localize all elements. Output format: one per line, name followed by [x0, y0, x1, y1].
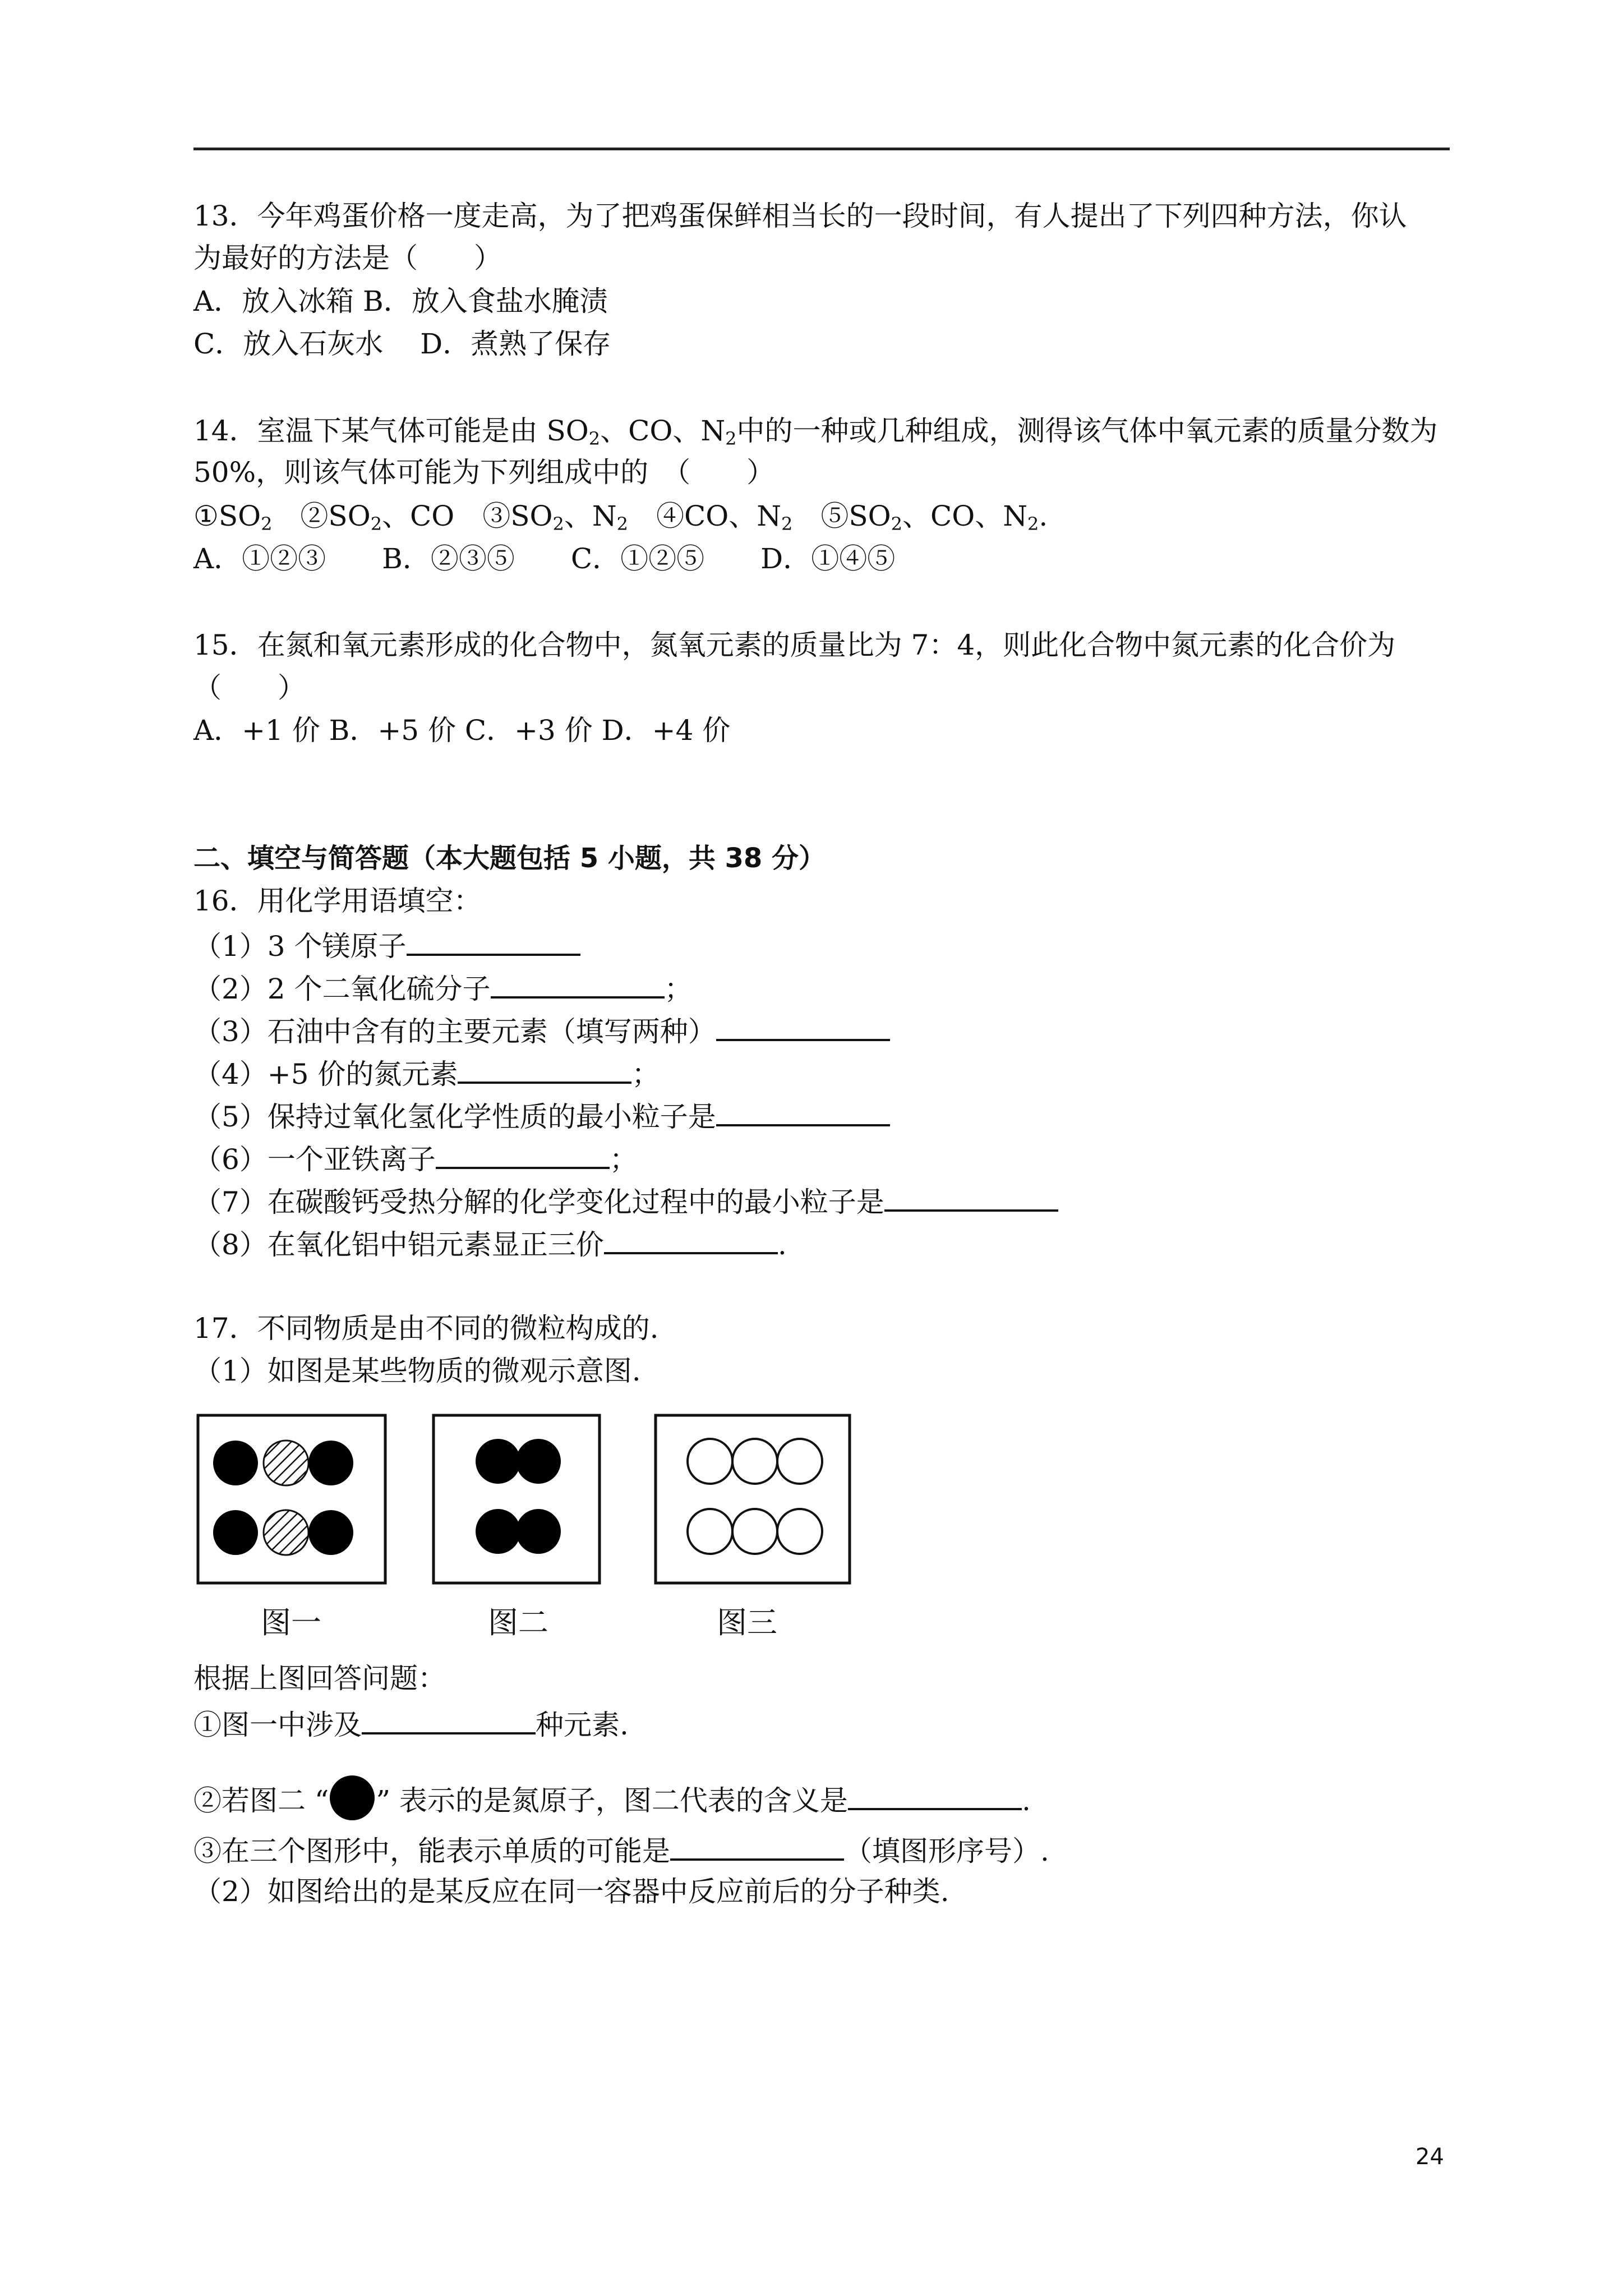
answer-blank [848, 1781, 1022, 1810]
q14-line2: 50%，则该气体可能为下列组成中的 （ ） [193, 456, 775, 489]
q14-line1: 14．室温下某气体可能是由 $SO_2$、CO、$N_2$中的一种或几种组成，测得该气体中氧元素的质量分数为 [193, 415, 1438, 449]
q17-answer-1: ①图一中涉及 种元素. [193, 1705, 629, 1742]
answer-blank [436, 1140, 610, 1169]
black-atom-icon [329, 1775, 376, 1823]
q17-answer-3: ③在三个图形中，能表示单质的可能是 （填图形序号）. [193, 1832, 1049, 1868]
q17-part1: （1）如图是某些物质的微观示意图. [193, 1355, 641, 1387]
q13-line1: 13．今年鸡蛋价格一度走高，为了把鸡蛋保鲜相当长的一段时间，有人提出了下列四种方法，你认 [193, 200, 1407, 232]
q17-ask: 根据上图回答问题： [193, 1662, 446, 1695]
figure-three-caption: 图三 [717, 1605, 777, 1640]
page-number: 24 [1415, 2144, 1444, 2170]
answer-blank [716, 1012, 890, 1041]
q16-item-1: （1）3 个镁原子 [193, 927, 580, 963]
answer-blank [716, 1097, 890, 1126]
q16-title: 16．用化学用语填空： [193, 885, 482, 917]
q16-item-7: （7）在碳酸钙受热分解的化学变化过程中的最小粒子是 [193, 1182, 1058, 1219]
q16-item-4: （4）+5 价的氮元素 ； [193, 1055, 660, 1091]
q15-options: A．+1 价 B．+5 价 C．+3 价 D．+4 价 [193, 714, 731, 747]
q13-options-cd: C．放入石灰水 D．煮熟了保存 [193, 328, 611, 360]
figure-two [432, 1414, 601, 1585]
q16-item-8: （8）在氧化铝中铝元素显正三价 . [193, 1225, 787, 1262]
q13-line2: 为最好的方法是（ ） [193, 242, 502, 274]
figure-one-caption: 图一 [261, 1605, 321, 1640]
header-rule [193, 148, 1450, 150]
q17-title: 17．不同物质是由不同的微粒构成的. [193, 1312, 659, 1345]
answer-blank [491, 969, 665, 999]
figure-one [196, 1414, 387, 1585]
q17-answer-2: ②若图二 “ ” 表示的是氮原子，图二代表的含义是 . [193, 1775, 1031, 1823]
q16-item-5: （5）保持过氧化氢化学性质的最小粒子是 [193, 1097, 890, 1134]
q16-item-2: （2）2 个二氧化硫分子 ； [193, 969, 693, 1006]
section-heading: 二、填空与简答题（本大题包括 5 小题，共 38 分） [193, 843, 826, 874]
q15-line2: （ ） [193, 671, 306, 704]
answer-blank [670, 1832, 844, 1861]
answer-blank [407, 927, 580, 956]
q14-compositions: $①SO_2$ $②SO_2$、CO $③SO_2$、$N_2$ ④CO、$N_2$ $⑤SO_2$、CO、$N_2$. [193, 500, 1048, 535]
answer-blank [884, 1182, 1058, 1212]
figure-three [654, 1414, 851, 1585]
q17-part2: （2）如图给出的是某反应在同一容器中反应前后的分子种类. [193, 1875, 949, 1908]
answer-blank [604, 1225, 778, 1254]
q13-options-ab: A．放入冰箱 B．放入食盐水腌渍 [193, 285, 608, 318]
answer-blank [458, 1055, 631, 1084]
figure-two-caption: 图二 [488, 1605, 548, 1640]
q14-options: A．①②③ B．②③⑤ C．①②⑤ D．①④⑤ [193, 542, 896, 575]
q16-item-6: （6）一个亚铁离子 ； [193, 1140, 638, 1176]
answer-blank [362, 1705, 536, 1734]
q16-item-3: （3）石油中含有的主要元素（填写两种） [193, 1012, 890, 1048]
q15-line1: 15．在氮和氧元素形成的化合物中，氮氧元素的质量比为 7：4，则此化合物中氮元素的化合价为 [193, 629, 1396, 661]
